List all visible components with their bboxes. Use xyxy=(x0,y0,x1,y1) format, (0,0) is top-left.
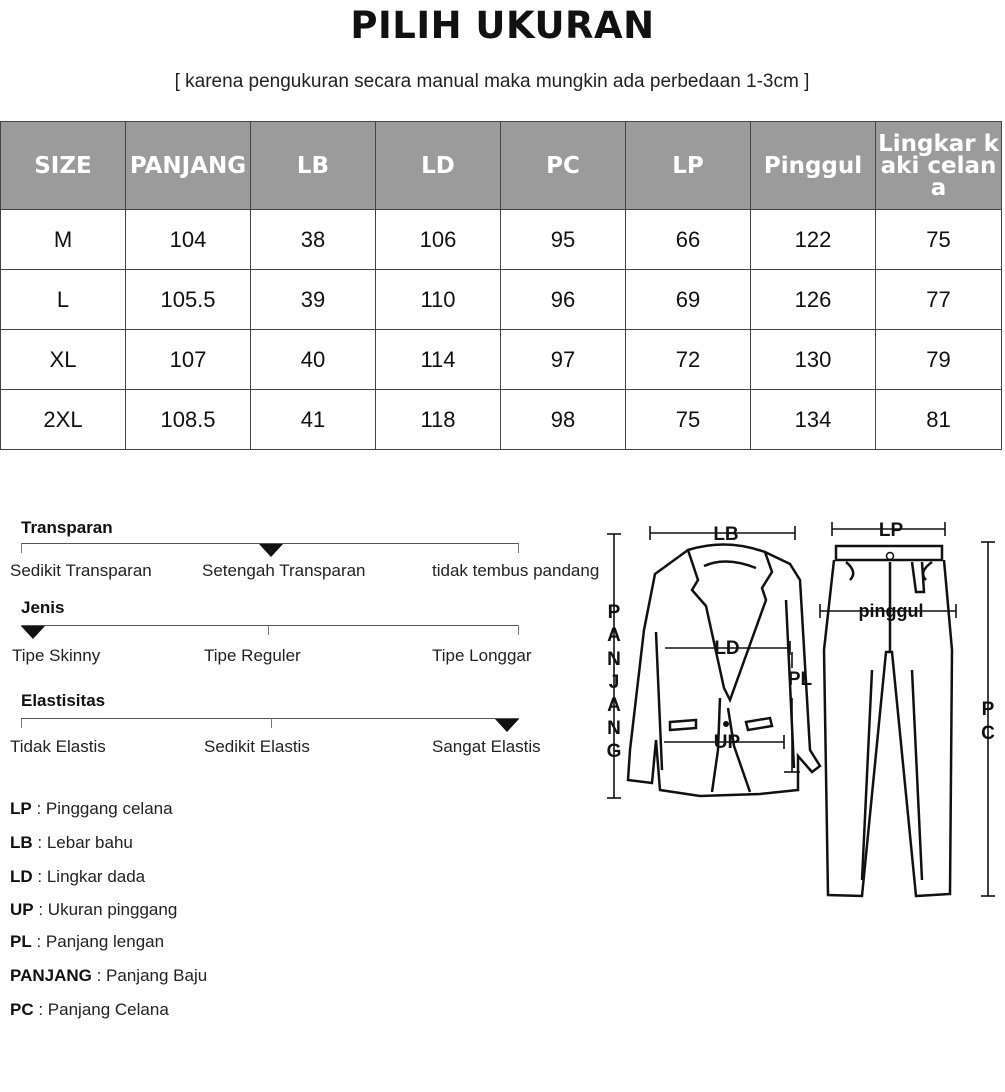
header-pc: PC xyxy=(501,122,626,210)
table-cell: 114 xyxy=(376,330,501,390)
table-cell: 2XL xyxy=(1,390,126,450)
header-lb: LB xyxy=(251,122,376,210)
table-header-row xyxy=(1,122,1002,210)
table-cell: 107 xyxy=(126,330,251,390)
table-cell: 96 xyxy=(501,270,626,330)
table-cell: 66 xyxy=(626,210,751,270)
pc-letter: C xyxy=(981,723,995,744)
table-cell: 39 xyxy=(251,270,376,330)
table-cell: XL xyxy=(1,330,126,390)
size-table xyxy=(0,121,1002,450)
table-row xyxy=(1,210,1002,270)
legend-item: LB : Lebar bahu xyxy=(10,833,133,852)
pl-label: PL xyxy=(787,669,813,690)
table-cell: 72 xyxy=(626,330,751,390)
panjang-letter: A xyxy=(607,695,621,716)
table-row xyxy=(1,330,1002,390)
table-row xyxy=(1,270,1002,330)
table-cell: 126 xyxy=(751,270,876,330)
table-cell: 106 xyxy=(376,210,501,270)
table-cell: 104 xyxy=(126,210,251,270)
table-cell: 118 xyxy=(376,390,501,450)
jenis-option: Tipe Reguler xyxy=(204,646,301,665)
transparan-selected-marker xyxy=(259,544,283,557)
legend-item: PL : Panjang lengan xyxy=(10,932,165,951)
page-title: PILIH UKURAN xyxy=(350,4,655,47)
scale-tick xyxy=(21,543,22,553)
elastisitas-option: Sedikit Elastis xyxy=(204,737,310,756)
header-ld: LD xyxy=(376,122,501,210)
jenis-selected-marker xyxy=(21,626,45,639)
transparan-title: Transparan xyxy=(21,518,113,537)
table-cell: 110 xyxy=(376,270,501,330)
header-lp: LP xyxy=(626,122,751,210)
lb-label: LB xyxy=(713,524,739,545)
transparan-option: tidak tembus pandang xyxy=(432,561,600,580)
table-cell: 75 xyxy=(626,390,751,450)
elastisitas-scale-line xyxy=(21,718,519,719)
jenis-title: Jenis xyxy=(21,598,65,617)
header-pinggul: Pinggul xyxy=(751,122,876,210)
measurement-note: [ karena pengukuran secara manual maka mungkin ada perbedaan 1-3cm ] xyxy=(174,71,810,92)
elastisitas-title: Elastisitas xyxy=(21,691,106,710)
up-label: UP xyxy=(713,732,741,753)
jenis-option: Tipe Longgar xyxy=(432,646,532,665)
elastisitas-option: Sangat Elastis xyxy=(432,737,541,756)
panjang-letter: J xyxy=(608,672,620,693)
table-cell: 69 xyxy=(626,270,751,330)
table-cell: 77 xyxy=(876,270,1002,330)
header-panjang: PANJANG xyxy=(126,122,251,210)
panjang-letter: N xyxy=(607,718,621,739)
transparan-option: Sedikit Transparan xyxy=(10,561,152,580)
header-lingkar-kaki: Lingkar kaki celana xyxy=(876,122,1002,210)
scale-tick xyxy=(21,718,22,728)
measurement-labels xyxy=(607,520,996,762)
elastisitas-selected-marker xyxy=(495,719,519,732)
legend-item: LD : Lingkar dada xyxy=(10,867,146,886)
table-cell: L xyxy=(1,270,126,330)
garment-measurement-diagram xyxy=(600,510,1005,910)
table-cell: 79 xyxy=(876,330,1002,390)
header-size: SIZE xyxy=(1,122,126,210)
table-cell: 38 xyxy=(251,210,376,270)
table-cell: 98 xyxy=(501,390,626,450)
scale-tick xyxy=(271,718,272,728)
table-cell: 97 xyxy=(501,330,626,390)
table-row xyxy=(1,390,1002,450)
panjang-letter: A xyxy=(607,625,621,646)
pants-illustration xyxy=(824,546,952,896)
table-cell: M xyxy=(1,210,126,270)
panjang-letter: P xyxy=(607,602,621,623)
table-cell: 81 xyxy=(876,390,1002,450)
table-cell: 75 xyxy=(876,210,1002,270)
legend-item: LP : Pinggang celana xyxy=(10,799,173,818)
table-cell: 122 xyxy=(751,210,876,270)
pc-letter: P xyxy=(981,699,995,720)
table-cell: 95 xyxy=(501,210,626,270)
table-cell: 134 xyxy=(751,390,876,450)
jenis-scale-line xyxy=(21,625,519,626)
table-cell: 41 xyxy=(251,390,376,450)
scale-tick xyxy=(518,625,519,635)
table-cell: 108.5 xyxy=(126,390,251,450)
scale-tick xyxy=(518,543,519,553)
waist-button-icon xyxy=(887,553,894,560)
scale-tick xyxy=(268,625,269,635)
table-cell: 105.5 xyxy=(126,270,251,330)
pinggul-label: pinggul xyxy=(858,601,924,621)
panjang-letter: G xyxy=(606,741,622,762)
transparan-option: Setengah Transparan xyxy=(202,561,366,580)
legend-item: PANJANG : Panjang Baju xyxy=(10,966,208,985)
legend-item: UP : Ukuran pinggang xyxy=(10,900,178,919)
legend-item: PC : Panjang Celana xyxy=(10,1000,169,1019)
table-cell: 130 xyxy=(751,330,876,390)
button-icon xyxy=(723,721,729,727)
ld-label: LD xyxy=(714,638,740,659)
measurement-lines xyxy=(607,522,995,896)
lp-label: LP xyxy=(878,520,904,541)
panjang-letter: N xyxy=(607,649,621,670)
elastisitas-option: Tidak Elastis xyxy=(10,737,106,756)
table-cell: 40 xyxy=(251,330,376,390)
jenis-option: Tipe Skinny xyxy=(12,646,101,665)
